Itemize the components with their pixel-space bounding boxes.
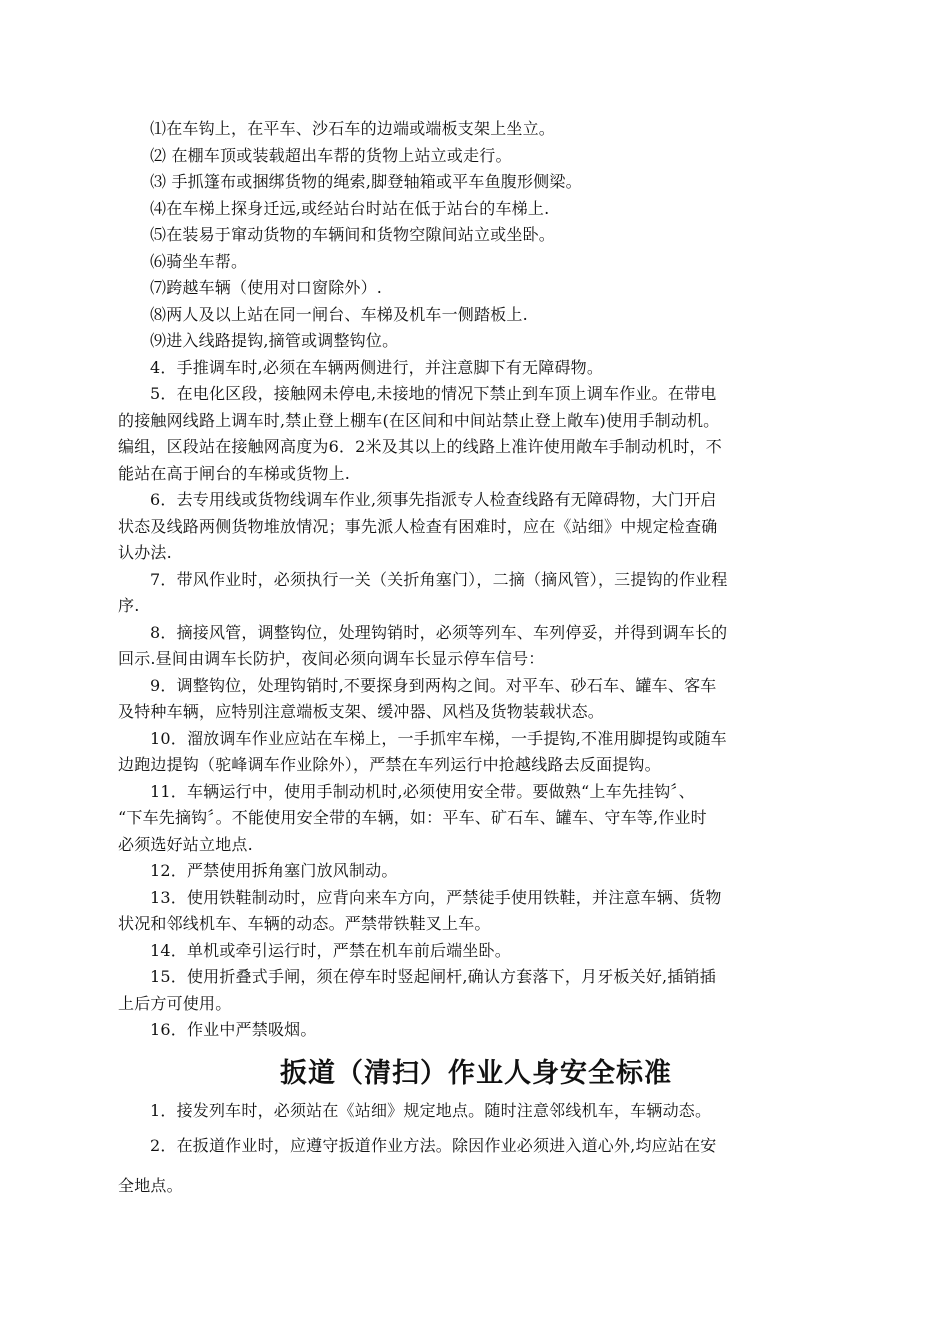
sub-item: ⑶ 手抓篷布或捆绑货物的绳索,脚登轴箱或平车鱼腹形侧梁。 — [150, 172, 582, 191]
paragraph-item-9 — [118, 673, 834, 726]
document-page — [118, 116, 834, 1206]
paragraph-line: 及特种车辆，应特别注意端板支架、缓冲器、风档及货物装载状态。 — [118, 702, 605, 721]
sub-item: ⑺跨越车辆（使用对口窗除外）. — [150, 278, 383, 297]
section-item-2 — [118, 1126, 834, 1206]
sub-item: ⑷在车梯上探身迁远,或经站台时站在低于站台的车梯上. — [150, 198, 550, 218]
paragraph-item-12 — [118, 858, 834, 885]
paragraph-line: 全地点。 — [118, 1175, 183, 1195]
sub-item: ⑼进入线路提钩,摘管或调整钩位。 — [150, 331, 399, 350]
paragraph-line: 2．在扳道作业时，应遵守扳道作业方法。除因作业必须进入道心外,均应站在安 — [150, 1135, 717, 1155]
paragraph-line: 8．摘接风管，调整钩位，处理钩销时，必须等列车、车列停妥，并得到调车长的 — [150, 622, 728, 642]
paragraph-line: 边跑边提钩（驼峰调车作业除外），严禁在车列运行中抢越线路去反面提钩。 — [118, 755, 661, 774]
paragraph-line: 14．单机或牵引运行时，严禁在机车前后端坐卧。 — [150, 940, 511, 960]
paragraph-line: 认办法. — [118, 543, 172, 562]
paragraph-item-4 — [118, 355, 834, 382]
paragraph-item-13 — [118, 885, 834, 938]
paragraph-line: “下车先摘钩〞。不能使用安全带的车辆，如：平车、矿石车、罐车、守车等,作业时 — [118, 808, 707, 827]
section-title: 扳道（清扫）作业人身安全标准 — [280, 1057, 672, 1089]
sub-item: ⑸在装易于窜动货物的车辆间和货物空隙间站立或坐卧。 — [150, 225, 556, 244]
paragraph-item-16 — [118, 1017, 834, 1044]
paragraph-line: 能站在高于闸台的车梯或货物上. — [118, 463, 351, 483]
sub-item: ⑻两人及以上站在同一闸台、车梯及机车一侧踏板上. — [150, 304, 528, 324]
section-item-1 — [118, 1096, 834, 1126]
paragraph-line: 状况和邻线机车、车辆的动态。严禁带铁鞋叉上车。 — [118, 914, 491, 933]
paragraph-item-14 — [118, 938, 834, 965]
sub-item: ⑹骑坐车帮。 — [150, 251, 248, 271]
paragraph-line: 16．作业中严禁吸烟。 — [150, 1020, 317, 1039]
paragraph-line: 4．手推调车时,必须在车辆两侧进行，并注意脚下有无障碍物。 — [150, 357, 604, 377]
sub-item: ⑴在车钩上，在平车、沙石车的边端或端板支架上坐立。 — [150, 119, 556, 138]
paragraph-line: 11．车辆运行中，使用手制动机时,必须使用安全带。要做熟“上车先挂钩〞、 — [150, 781, 695, 801]
paragraph-line: 序. — [118, 596, 140, 615]
paragraph-line: 的接触网线路上调车时,禁止登上棚车(在区间和中间站禁止登上敞车)使用手制动机。 — [118, 410, 720, 430]
paragraph-line: 12．严禁使用拆角塞门放风制动。 — [150, 861, 398, 880]
paragraph-line: 必须选好站立地点. — [118, 834, 253, 854]
paragraph-item-11 — [118, 779, 834, 859]
paragraph-line: 1．接发列车时，必须站在《站细》规定地点。随时注意邻线机车，车辆动态。 — [150, 1100, 712, 1120]
paragraph-line: 6．去专用线或货物线调车作业,须事先指派专人检查线路有无障碍物，大门开启 — [150, 490, 717, 509]
paragraph-item-7 — [118, 567, 834, 620]
item-list — [118, 355, 834, 1044]
paragraph-line: 13．使用铁鞋制动时，应背向来车方向，严禁徒手使用铁鞋，并注意车辆、货物 — [150, 887, 722, 907]
paragraph-line: 回示.昼间由调车长防护，夜间必须向调车长显示停车信号： — [118, 649, 545, 668]
paragraph-item-8 — [118, 620, 834, 673]
paragraph-line: 9．调整钩位，处理钩销时,不要探身到两构之间。对平车、砂石车、罐车、客车 — [150, 675, 717, 695]
paragraph-line: 上后方可使用。 — [118, 993, 232, 1013]
paragraph-item-5 — [118, 381, 834, 487]
paragraph-line: 5．在电化区段，接触网未停电,未接地的情况下禁止到车顶上调车作业。在带电 — [150, 384, 717, 403]
paragraph-line: 编组，区段站在接触网高度为6．2米及其以上的线路上准许使用敞车手制动机时，不 — [118, 437, 722, 456]
paragraph-line: 15．使用折叠式手闸，须在停车时竖起闸杆,确认方套落下，月牙板关好,插销插 — [150, 967, 716, 986]
section-item-list — [118, 1096, 834, 1206]
paragraph-line: 7．带风作业时，必须执行一关（关折角塞门），二摘（摘风管），三提钩的作业程 — [150, 569, 728, 589]
sub-item-list — [118, 116, 834, 355]
paragraph-line: 状态及线路两侧货物堆放情况；事先派人检查有困难时，应在《站细》中规定检查确 — [118, 516, 718, 536]
paragraph-item-6 — [118, 487, 834, 567]
paragraph-item-15 — [118, 964, 834, 1017]
paragraph-item-10 — [118, 726, 834, 779]
paragraph-line: 10．溜放调车作业应站在车梯上，一手抓牢车梯，一手提钩,不准用脚提钩或随车 — [150, 728, 727, 748]
sub-item: ⑵ 在棚车顶或装载超出车帮的货物上站立或走行。 — [150, 145, 512, 165]
